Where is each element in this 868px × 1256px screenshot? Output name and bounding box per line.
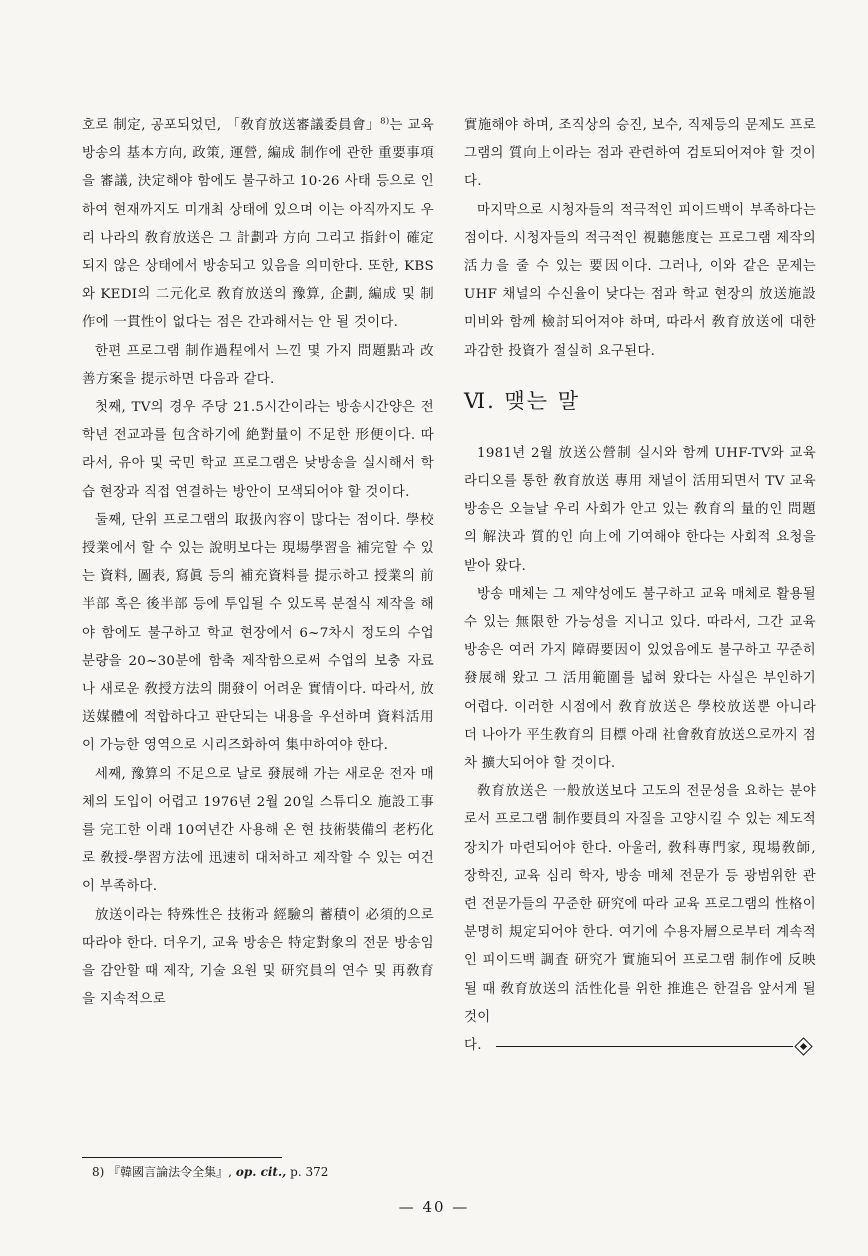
footnote-page: p. 372 [290,1165,329,1179]
footnote-reference[interactable]: 8) [380,116,390,127]
page-number: — 40 — [398,1198,470,1216]
paragraph-left-2: 한편 프로그램 制作過程에서 느낀 몇 가지 問題點과 改善方案을 提示하면 다음과 같다. [82,343,434,387]
right-column [464,112,816,1060]
footnote-divider [82,1157,282,1158]
diamond-end-mark-inner [800,1043,807,1050]
paragraph-right-4: 방송 매체는 그 제약성에도 불구하고 교육 매체로 활용될 수 있는 無限한 가능성을 지니고 있다. 따라서, 그간 교육 방송은 여러 가지 障碍要因이 있었음에도 불구하고 꾸준히 發展해 왔고 그 活用範圍를 넓혀 왔다는 사실은 부인하기 어렵다. 이러한 시점에서 敎育放送은 學校放送뿐 아니라 더 나아가 平生敎育의 目標 아래 社會敎育放送으로까지 점차 擴大되어야 할 것이다. [464,586,816,772]
paragraph-left-6: 放送이라는 特殊性은 技術과 經驗의 蓄積이 必須的으로 따라야 한다. 더우기, 교육 방송은 特定對象의 전문 방송임을 감안할 때 제작, 기술 요원 및 研究員의 연수 및 再敎育을 지속적으로 [82,907,434,1008]
section-heading: Ⅵ. 맺는 말 [464,388,581,413]
paragraph-left-1 [82,112,434,338]
left-column [82,112,434,1015]
footnote-number: 8) [92,1165,105,1179]
paragraph-left-4: 둘째, 단위 프로그램의 取扱內容이 많다는 점이다. 學校授業에서 할 수 있는 說明보다는 現場學習을 補完할 수 있는 資料, 圖表, 寫眞 등의 補充資料를 提示하고 授業의 前半部 혹은 後半部 등에 투입될 수 있도록 분절식 제작을 해야 함에도 불구하고 학교 현장에서 6~7차시 정도의 수업 분량을 20~30분에 함축 제작함으로써 수업의 보충 자료나 새로운 敎授方法의 開發이 어려운 實情이다. 따라서, 放送媒體에 적합하다고 판단되는 내용을 우선하며 資料活用이 가능한 영역으로 시리즈화하여 集中하여야 한다. [82,512,434,754]
paragraph-right-3: 1981년 2월 放送公營制 실시와 함께 UHF-TV와 교육 라디오를 통한 敎育放送 專用 채널이 活用되면서 TV 교육 방송은 오늘날 우리 사회가 안고 있는 敎育의 量的인 問題의 解決과 質的인 向上에 기여해야 한다는 사회적 요청을 받아 왔다. [464,445,816,574]
paragraph-right-5: 敎育放送은 一般放送보다 고도의 전문성을 요하는 분야로서 프로그램 制作要員의 자질을 고양시킬 수 있는 제도적 장치가 마련되어야 한다. 아울러, 敎科專門家, 現場敎師, 장학진, 교육 심리 학자, 방송 매체 전문가 등 광범위한 관련 전문가들의 꾸준한 研究에 따라 교육 프로그램의 性格이 분명히 規定되어야 한다. 여기에 수용자層으로부터 계속적인 피이드백 調査 研究가 實施되어 프로그램 制作에 反映될 때 敎育放送의 活性化를 위한 推進은 한걸음 앞서게 될 것이 [464,784,816,1025]
footnote-title: 『韓國言論法令全集』, [108,1165,232,1179]
footnote-ref: op. cit., [235,1165,287,1179]
paragraph-left-3: 첫째, TV의 경우 주당 21.5시간이라는 방송시간양은 전학년 전교과를 包含하기에 絶對量이 不足한 形便이다. 따라서, 유아 및 국민 학교 프로그램은 낮방송을 실시해서 학습 현장과 직접 연결하는 방안이 모색되어야 할 것이다. [82,400,434,500]
paragraph-right-1: 實施해야 하며, 조직상의 승진, 보수, 직제등의 문제도 프로그램의 質向上이라는 점과 관련하여 검토되어져야 할 것이다. [464,118,816,190]
footnote [92,1164,328,1180]
paragraph-left-1-start: 호로 制定, 공포되었던, 「敎育放送審議委員會」 [82,118,381,133]
closing-rule [496,1046,793,1047]
closing-text: 다. [464,1038,482,1054]
paragraph-left-5: 세째, 豫算의 不足으로 날로 發展해 가는 새로운 전자 매체의 도입이 어렵고 1976년 2월 20일 스튜디오 施設工事를 完工한 이래 10여년간 사용해 온 현 技術裝備의 老朽化로 敎授-學習方法에 迅速히 대처하고 제작할 수 있는 여건이 부족하다. [82,766,434,895]
closing-line [464,1032,816,1060]
diamond-end-mark-icon [794,1037,812,1055]
paragraph-right-2: 마지막으로 시청자들의 적극적인 피이드백이 부족하다는 점이다. 시청자들의 적극적인 視聽態度는 프로그램 제작의 活力을 줄 수 있는 要因이다. 그러나, 이와 같은 문제는 UHF 채널의 수신율이 낮다는 점과 학교 현장의 放送施設 미비와 함께 檢討되어져야 하며, 따라서 敎育放送에 대한 과감한 投資가 절실히 요구된다. [464,202,816,359]
paragraph-left-1-rest: 는 교육 방송의 基本方向, 政策, 運營, 編成 制作에 관한 重要事項을 審議, 決定해야 함에도 불구하고 10·26 사태 등으로 인하여 현재까지도 미개최 상태에 있으며 이는 아직까지도 우리 나라의 敎育放送은 그 計劃과 方向 그리고 指針이 確定되지 않은 상태에서 방송되고 있음을 의미한다. 또한, KBS와 KEDI의 二元化로 敎育放送의 豫算, 企劃, 編成 및 制作에 一貫性이 없다는 점은 간과해서는 안 될 것이다. [82,118,435,331]
